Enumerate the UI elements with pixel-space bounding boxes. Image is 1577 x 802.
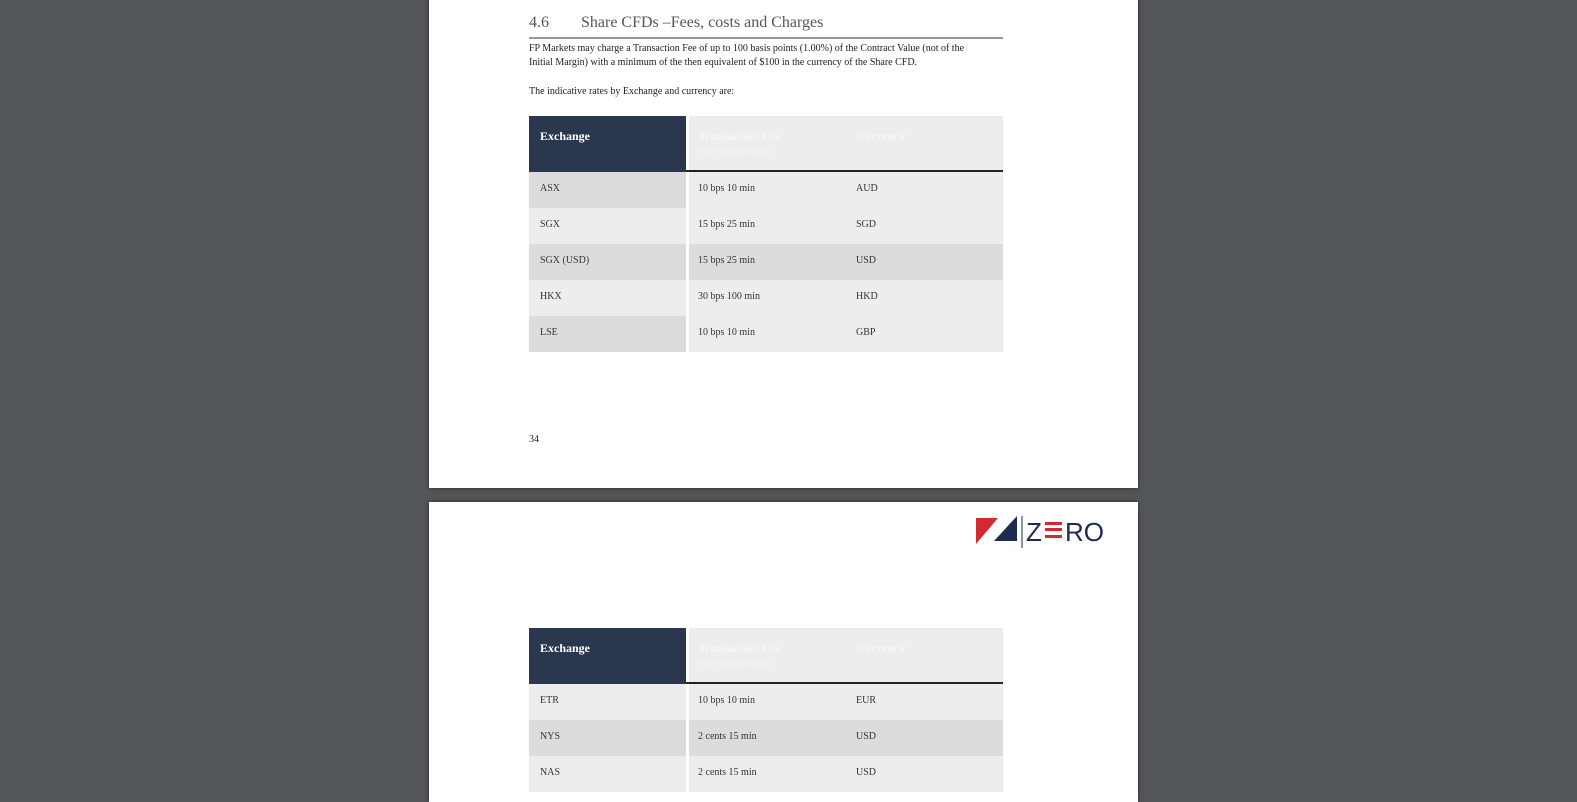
cell-currency: AUD <box>843 172 1003 208</box>
cell-exchange: NYS <box>529 720 686 756</box>
section-number: 4.6 <box>529 14 549 31</box>
cell-fee: 10 bps 10 min <box>689 684 843 720</box>
header-currency: Currency <box>856 129 906 143</box>
cell-currency: USD <box>843 720 1003 756</box>
cell-currency: USD <box>843 756 1003 792</box>
header-currency: Currency <box>856 641 906 655</box>
cell-currency: GBP <box>843 316 1003 352</box>
cell-fee: 15 bps 25 min <box>689 208 843 244</box>
header-fee: Transaction Fee <box>698 129 781 143</box>
header-fee: Transaction Fee <box>698 641 781 655</box>
fees-table-1 <box>529 116 1003 352</box>
cell-fee: 2 cents 15 min <box>689 756 843 792</box>
zero-logo <box>976 510 1110 550</box>
cell-exchange: ETR <box>529 684 686 720</box>
svg-text:RO: RO <box>1065 517 1104 547</box>
cell-exchange: SGX <box>529 208 686 244</box>
cell-fee: 2 cents 15 min <box>689 720 843 756</box>
fees-table-2 <box>529 628 1003 792</box>
table-row <box>529 720 1003 756</box>
table-row <box>529 316 1003 352</box>
table-row <box>529 756 1003 792</box>
section-heading <box>529 14 1003 39</box>
cell-fee: 15 bps 25 min <box>689 244 843 280</box>
table-row <box>529 208 1003 244</box>
cell-exchange: ASX <box>529 172 686 208</box>
cell-currency: EUR <box>843 684 1003 720</box>
cell-fee: 30 bps 100 min <box>689 280 843 316</box>
table-row <box>529 172 1003 208</box>
pdf-page-35 <box>429 502 1138 802</box>
intro-text: The indicative rates by Exchange and currency are: <box>529 86 735 97</box>
cell-exchange: NAS <box>529 756 686 792</box>
header-fee-sub: rate and minimum <box>698 658 772 669</box>
page-number: 34 <box>529 434 539 445</box>
svg-text:Z: Z <box>1026 517 1043 547</box>
table-header <box>529 116 1003 172</box>
cell-exchange: LSE <box>529 316 686 352</box>
cell-exchange: SGX (USD) <box>529 244 686 280</box>
table-row <box>529 684 1003 720</box>
fee-paragraph: FP Markets may charge a Transaction Fee of up to 100 basis points (1.00%) of the Contract Value (not of the Initial Margin) with a minimum of the then equivalent of $100 in the currency of the Share CFD. <box>529 43 965 68</box>
table-row <box>529 244 1003 280</box>
cell-fee: 10 bps 10 min <box>689 316 843 352</box>
cell-fee: 10 bps 10 min <box>689 172 843 208</box>
cell-currency: USD <box>843 244 1003 280</box>
cell-currency: SGD <box>843 208 1003 244</box>
header-exchange: Exchange <box>529 116 686 172</box>
header-fee-sub: rate and minimum <box>698 146 772 157</box>
section-title: Share CFDs –Fees, costs and Charges <box>581 14 824 31</box>
pdf-page-34 <box>429 0 1138 488</box>
table-row <box>529 280 1003 316</box>
header-exchange: Exchange <box>529 628 686 684</box>
table-header <box>529 628 1003 684</box>
cell-currency: HKD <box>843 280 1003 316</box>
cell-exchange: HKX <box>529 280 686 316</box>
